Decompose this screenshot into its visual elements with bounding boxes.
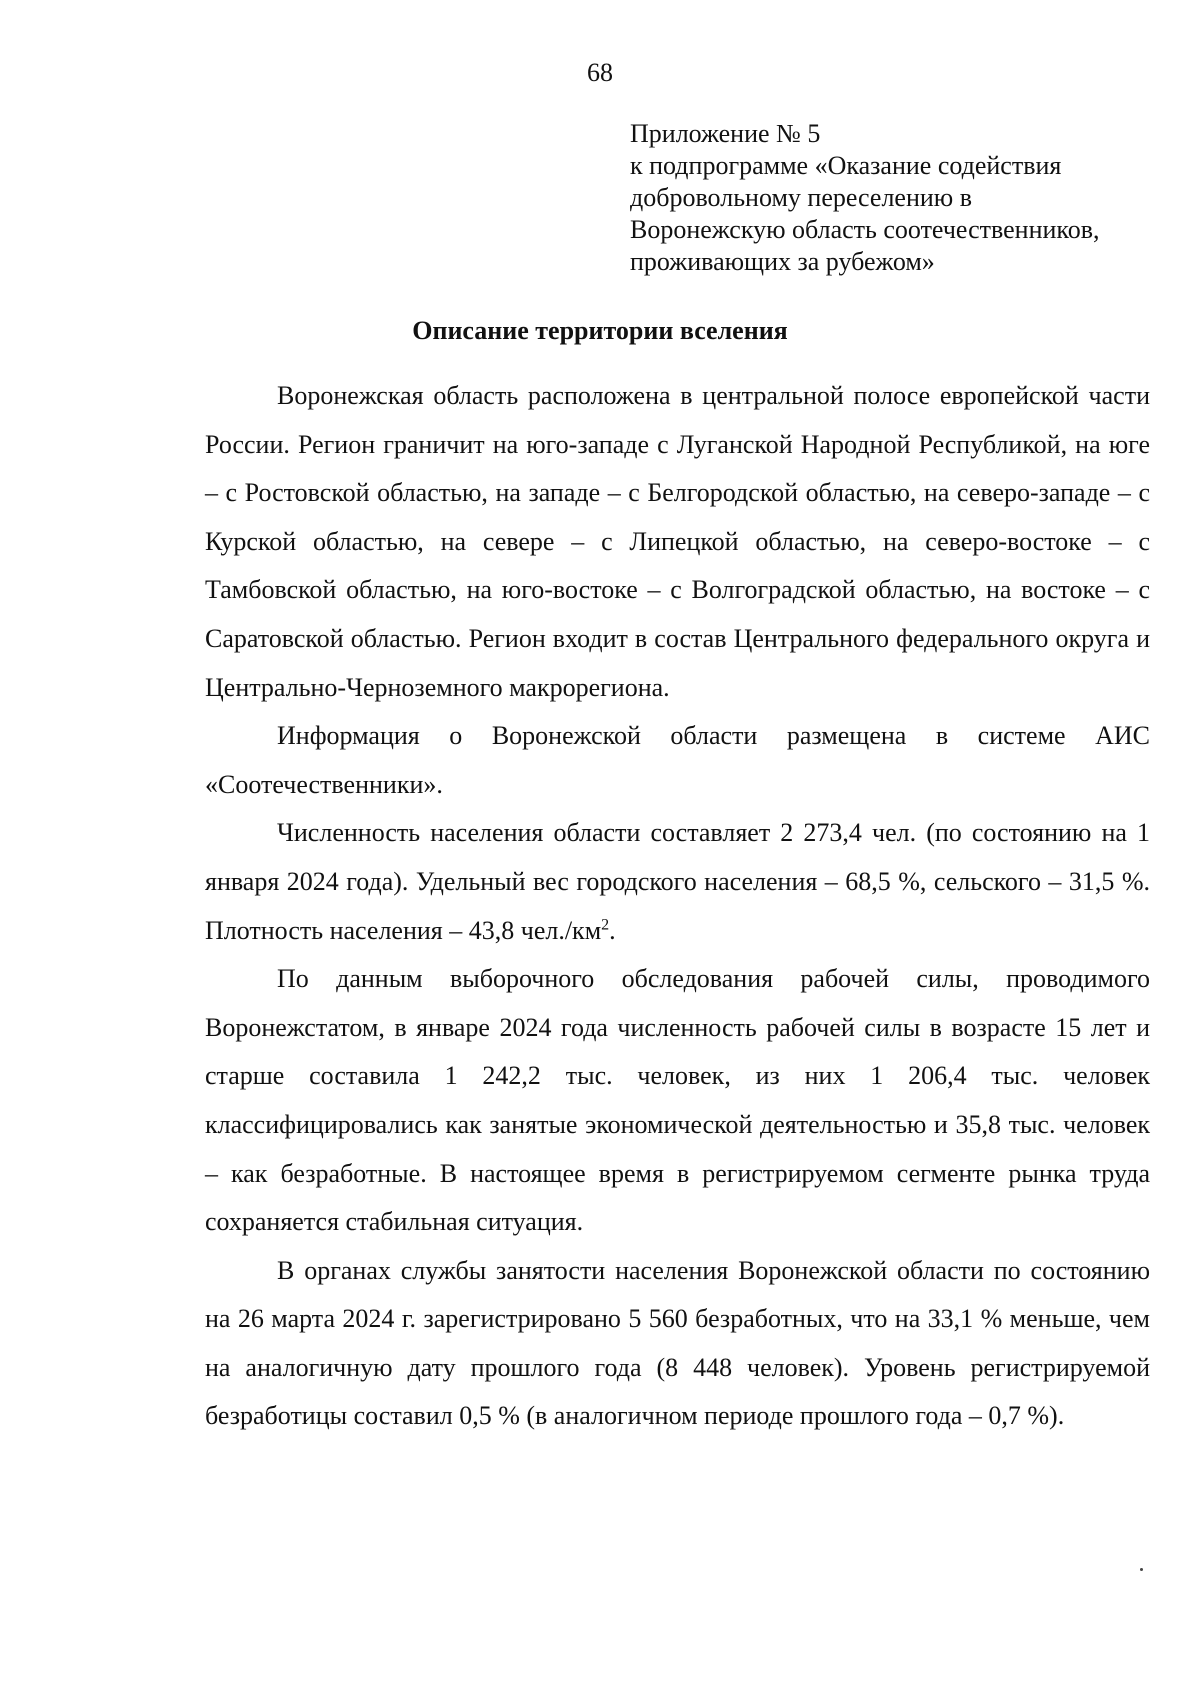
paragraph-borders: Воронежская область расположена в центральной полосе европейской части России. Регион граничит на юго-западе с Луганской Народной Республикой, на юге – с Ростовской областью, на западе – с Белгородской областью, на северо-западе – с Курской областью, на севере – с Липецкой областью, на северо-востоке – с Тамбовской областью, на юго-востоке – с Волгоградской областью, на востоке – с Саратовской областью. Регион входит в состав Центрального федерального округа и Центрально-Черноземного макрорегиона. bbox=[205, 381, 1150, 702]
scan-speck bbox=[1140, 1568, 1143, 1571]
appendix-line: проживающих за рубежом» bbox=[630, 247, 935, 276]
population-tail: . bbox=[609, 915, 616, 945]
document-body bbox=[205, 372, 1150, 1441]
paragraph-population bbox=[205, 809, 1150, 955]
page-number: 68 bbox=[587, 58, 613, 87]
paragraph-labor-force: По данным выборочного обследования рабочей силы, проводимого Воронежстатом, в январе 2024 года численность рабочей силы в возрасте 15 лет и старше составила 1 242,2 тыс. человек, из них 1 206,4 тыс. человек классифицировались как занятые экономической деятельностью и 35,8 тыс. человек – как безработные. В настоящее время в регистрируемом сегменте рынка труда сохраняется стабильная ситуация. bbox=[205, 964, 1150, 1237]
document-title: Описание территории вселения bbox=[412, 316, 788, 345]
appendix-line: к подпрограмме «Оказание содействия bbox=[630, 151, 1062, 180]
appendix-line: Воронежскую область соотечественников, bbox=[630, 215, 1100, 244]
appendix-line: Приложение № 5 bbox=[630, 119, 821, 148]
paragraph-ais-info: Информация о Воронежской области размещена в системе АИС «Соотечественники». bbox=[205, 721, 1150, 799]
superscript: 2 bbox=[601, 915, 610, 933]
population-text: Численность населения области составляет 2 273,4 чел. (по состоянию на 1 января 2024 года). Удельный вес городского населения – 68,5 %, сельского – 31,5 %. Плотность населения – 43,8 чел./км bbox=[205, 818, 1150, 945]
paragraph-unemployment: В органах службы занятости населения Воронежской области по состоянию на 26 марта 2024 г. зарегистрировано 5 560 безработных, что на 33,1 % меньше, чем на аналогичную дату прошлого года (8 448 человек). Уровень регистрируемой безработицы составил 0,5 % (в аналогичном периоде прошлого года – 0,7 %). bbox=[205, 1255, 1150, 1431]
appendix-line: добровольному переселению в bbox=[630, 183, 972, 212]
appendix-header bbox=[630, 118, 1170, 278]
